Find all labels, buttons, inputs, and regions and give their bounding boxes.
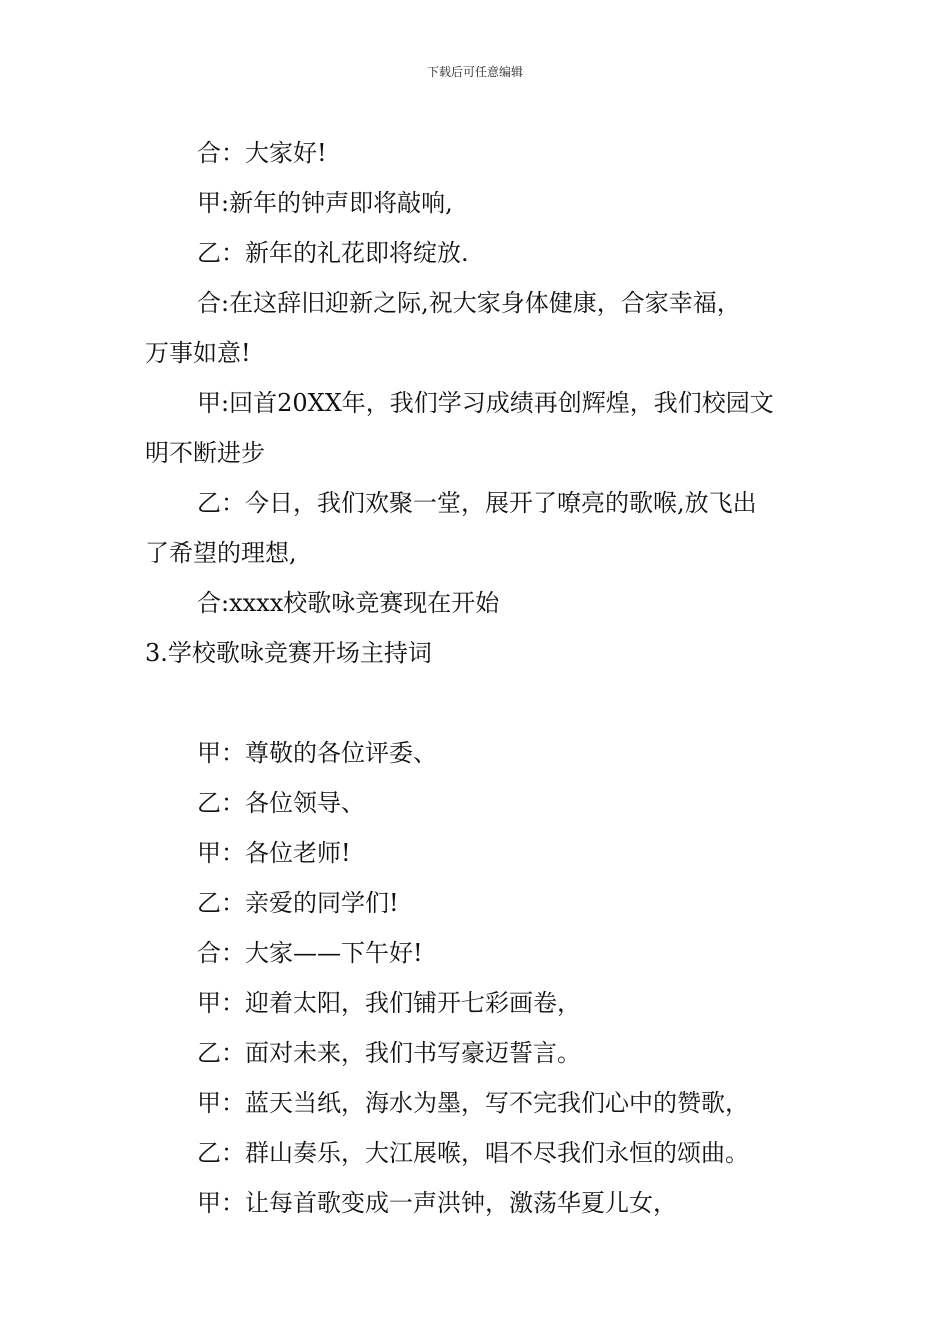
dialogue-line: 合：大家好! bbox=[197, 139, 327, 167]
dialogue-line: 乙：新年的礼花即将绽放. bbox=[197, 239, 469, 267]
document-body bbox=[145, 128, 815, 1228]
dialogue-line: 乙：亲爱的同学们! bbox=[197, 889, 399, 917]
dialogue-line-continuation: 明不断进步 bbox=[145, 439, 265, 467]
dialogue-line: 甲：尊敬的各位评委、 bbox=[197, 739, 437, 767]
dialogue-line: 甲:新年的钟声即将敲响, bbox=[197, 189, 453, 217]
dialogue-line: 合：大家——下午好! bbox=[197, 939, 423, 967]
dialogue-line: 甲:回首20XX年，我们学习成绩再创辉煌，我们校园文 bbox=[197, 389, 774, 417]
page-header: 下载后可任意编辑 bbox=[426, 65, 523, 79]
dialogue-line: 甲：让每首歌变成一声洪钟，激荡华夏儿女， bbox=[197, 1189, 677, 1217]
dialogue-line: 乙：各位领导、 bbox=[197, 789, 365, 817]
dialogue-line: 甲：蓝天当纸，海水为墨，写不完我们心中的赞歌， bbox=[197, 1089, 749, 1117]
dialogue-line: 合:xxxx校歌咏竞赛现在开始 bbox=[197, 589, 500, 617]
dialogue-line: 甲：各位老师! bbox=[197, 839, 351, 867]
dialogue-line: 乙：面对未来，我们书写豪迈誓言。 bbox=[197, 1039, 581, 1067]
dialogue-line-continuation: 万事如意! bbox=[145, 339, 251, 367]
section-heading: 3.学校歌咏竞赛开场主持词 bbox=[145, 639, 432, 667]
dialogue-line: 甲：迎着太阳，我们铺开七彩画卷， bbox=[197, 989, 581, 1017]
dialogue-line-continuation: 了希望的理想, bbox=[145, 539, 297, 567]
section-spacer bbox=[145, 678, 815, 728]
dialogue-line: 合:在这辞旧迎新之际,祝大家身体健康，合家幸福， bbox=[197, 289, 741, 317]
dialogue-line: 乙：今日，我们欢聚一堂，展开了嘹亮的歌喉,放飞出 bbox=[197, 489, 757, 517]
dialogue-line: 乙：群山奏乐，大江展喉，唱不尽我们永恒的颂曲。 bbox=[197, 1139, 749, 1167]
